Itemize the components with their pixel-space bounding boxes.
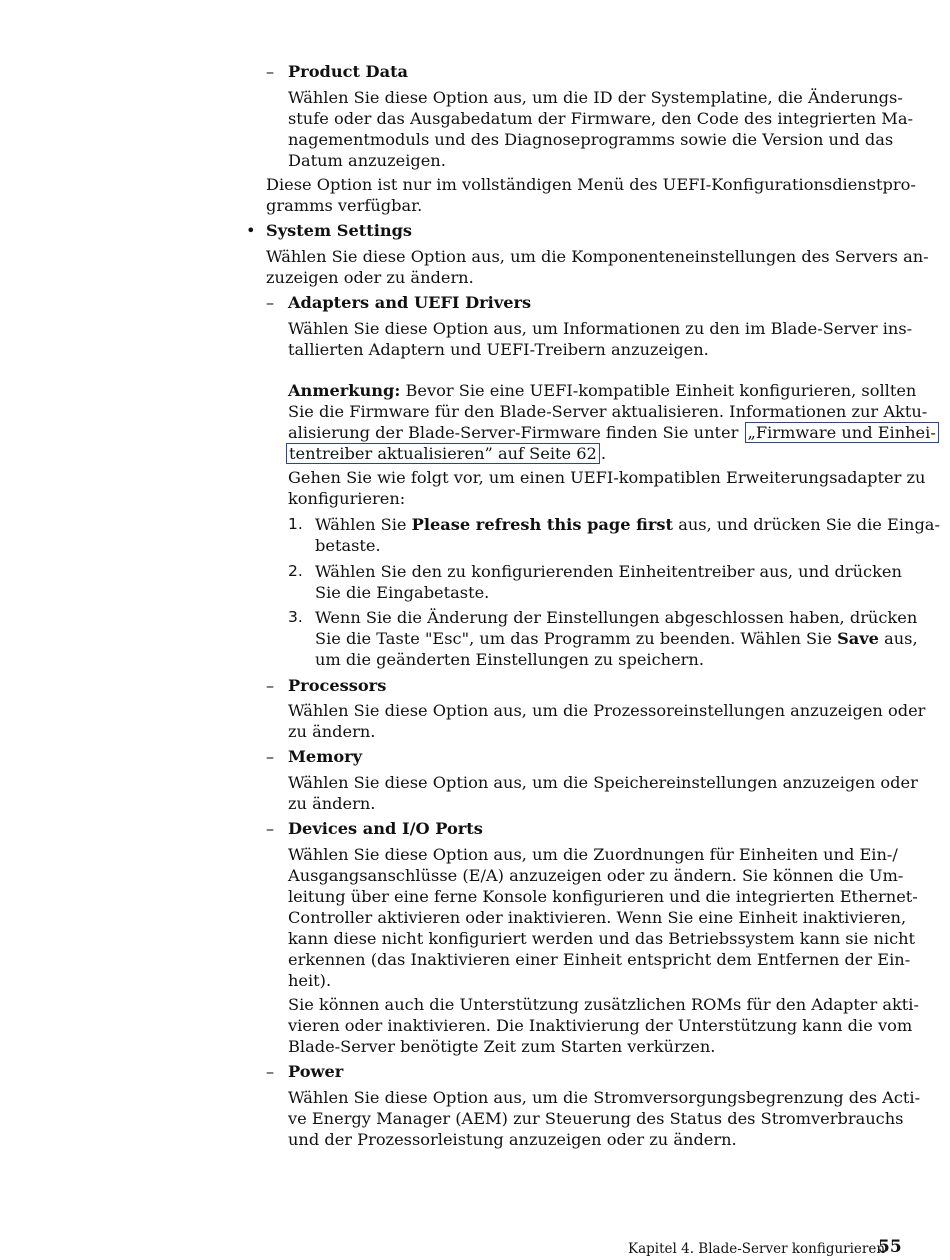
devices-description: Wählen Sie diese Option aus, um die Zuordnungen für Einheiten und Ein-/ Ausgangsanschlüsse (E/A) anzuzeigen oder zu ändern. Sie können die Um- leitung über eine ferne Konsole konfigurieren und die integrierten Ethernet- Controller aktivieren oder inaktivieren. Wenn Sie eine Einheit inaktivieren, kann diese nicht konfiguriert werden und das Betriebssystem kann sie nicht erkennen (das Inaktivieren einer Einheit entspricht dem Entfernen der Ein- heit). (288, 845, 918, 990)
list-dash: – (266, 1062, 275, 1081)
memory-heading: Memory (288, 747, 363, 766)
processors-description: Wählen Sie diese Option aus, um die Prozessoreinstellungen anzuzeigen oder zu ändern. (288, 701, 926, 741)
system-settings-heading: System Settings (266, 221, 413, 240)
list-dash: – (266, 293, 275, 312)
procedure-intro: Gehen Sie wie folgt vor, um einen UEFI-kompatiblen Erweiterungsadapter zu konfigurieren: (288, 468, 926, 508)
note-label: Anmerkung: (288, 381, 401, 400)
step-number: 3. (288, 608, 303, 626)
processors-heading: Processors (288, 676, 387, 695)
availability-note: Diese Option ist nur im vollständigen Menü des UEFI-Konfigurationsdienstpro- gramms verfügbar. (266, 175, 916, 215)
step-number: 1. (288, 515, 303, 533)
adapters-heading: Adapters and UEFI Drivers (288, 293, 532, 312)
procedure-step-3: Wenn Sie die Änderung der Einstellungen abgeschlossen haben, drücken Sie die Taste "Esc", um das Programm zu beenden. Wählen Sie Save aus, um die geänderten Einstellungen zu speichern. (315, 608, 918, 669)
firmware-update-link[interactable]: „Firmware und Einhei- (745, 422, 939, 443)
list-dash: – (266, 819, 275, 838)
memory-description: Wählen Sie diese Option aus, um die Speichereinstellungen anzuzeigen oder zu ändern. (288, 773, 918, 813)
devices-rom-description: Sie können auch die Unterstützung zusätzlichen ROMs für den Adapter akti- vieren oder inaktivieren. Die Inaktivierung der Unterstützung kann die vom Blade-Server benötigte Zeit zum Starten verkürzen. (288, 995, 919, 1056)
procedure-step-1: Wählen Sie Please refresh this page first aus, und drücken Sie die Einga- betaste. (315, 515, 940, 555)
power-description: Wählen Sie diese Option aus, um die Stromversorgungsbegrenzung des Acti- ve Energy Manager (AEM) zur Steuerung des Status des Stromverbrauchs und der Prozessorleistung anzuzeigen oder zu ändern. (288, 1088, 921, 1149)
list-dash: – (266, 747, 275, 766)
list-bullet: • (246, 221, 256, 240)
devices-heading: Devices and I/O Ports (288, 819, 483, 838)
power-heading: Power (288, 1062, 344, 1081)
note-block: Anmerkung: Bevor Sie eine UEFI-kompatible Einheit konfigurieren, sollten Sie die Firmware für den Blade-Server aktualisieren. Informationen zur Aktu- alisierung der Blade-Server-Firmware finden Sie unter „Firmware und Einhei- tentreiber aktualisieren” auf Seite 62 . (288, 380, 940, 464)
procedure-step-2: Wählen Sie den zu konfigurierenden Einheitentreiber aus, und drücken Sie die Eingabetaste. (315, 562, 902, 602)
product-data-heading: Product Data (288, 62, 409, 81)
firmware-update-link-continued[interactable]: tentreiber aktualisieren” auf Seite 62 (286, 443, 600, 464)
chapter-footer: Kapitel 4. Blade-Server konfigurieren (628, 1241, 886, 1257)
page-number: 55 (878, 1237, 902, 1257)
step-number: 2. (288, 562, 303, 580)
list-dash: – (266, 676, 275, 695)
system-settings-description: Wählen Sie diese Option aus, um die Komponenteneinstellungen des Servers an- zuzeigen oder zu ändern. (266, 247, 929, 287)
product-data-description: Wählen Sie diese Option aus, um die ID der Systemplatine, die Änderungs- stufe oder das Ausgabedatum der Firmware, den Code des integrierten Ma- nagementmoduls und des Diagnoseprogramms sowie die Version und das Datum anzuzeigen. (288, 88, 914, 170)
list-dash: – (266, 62, 275, 81)
adapters-description: Wählen Sie diese Option aus, um Informationen zu den im Blade-Server ins- tallierten Adaptern und UEFI-Treibern anzuzeigen. (288, 319, 913, 359)
